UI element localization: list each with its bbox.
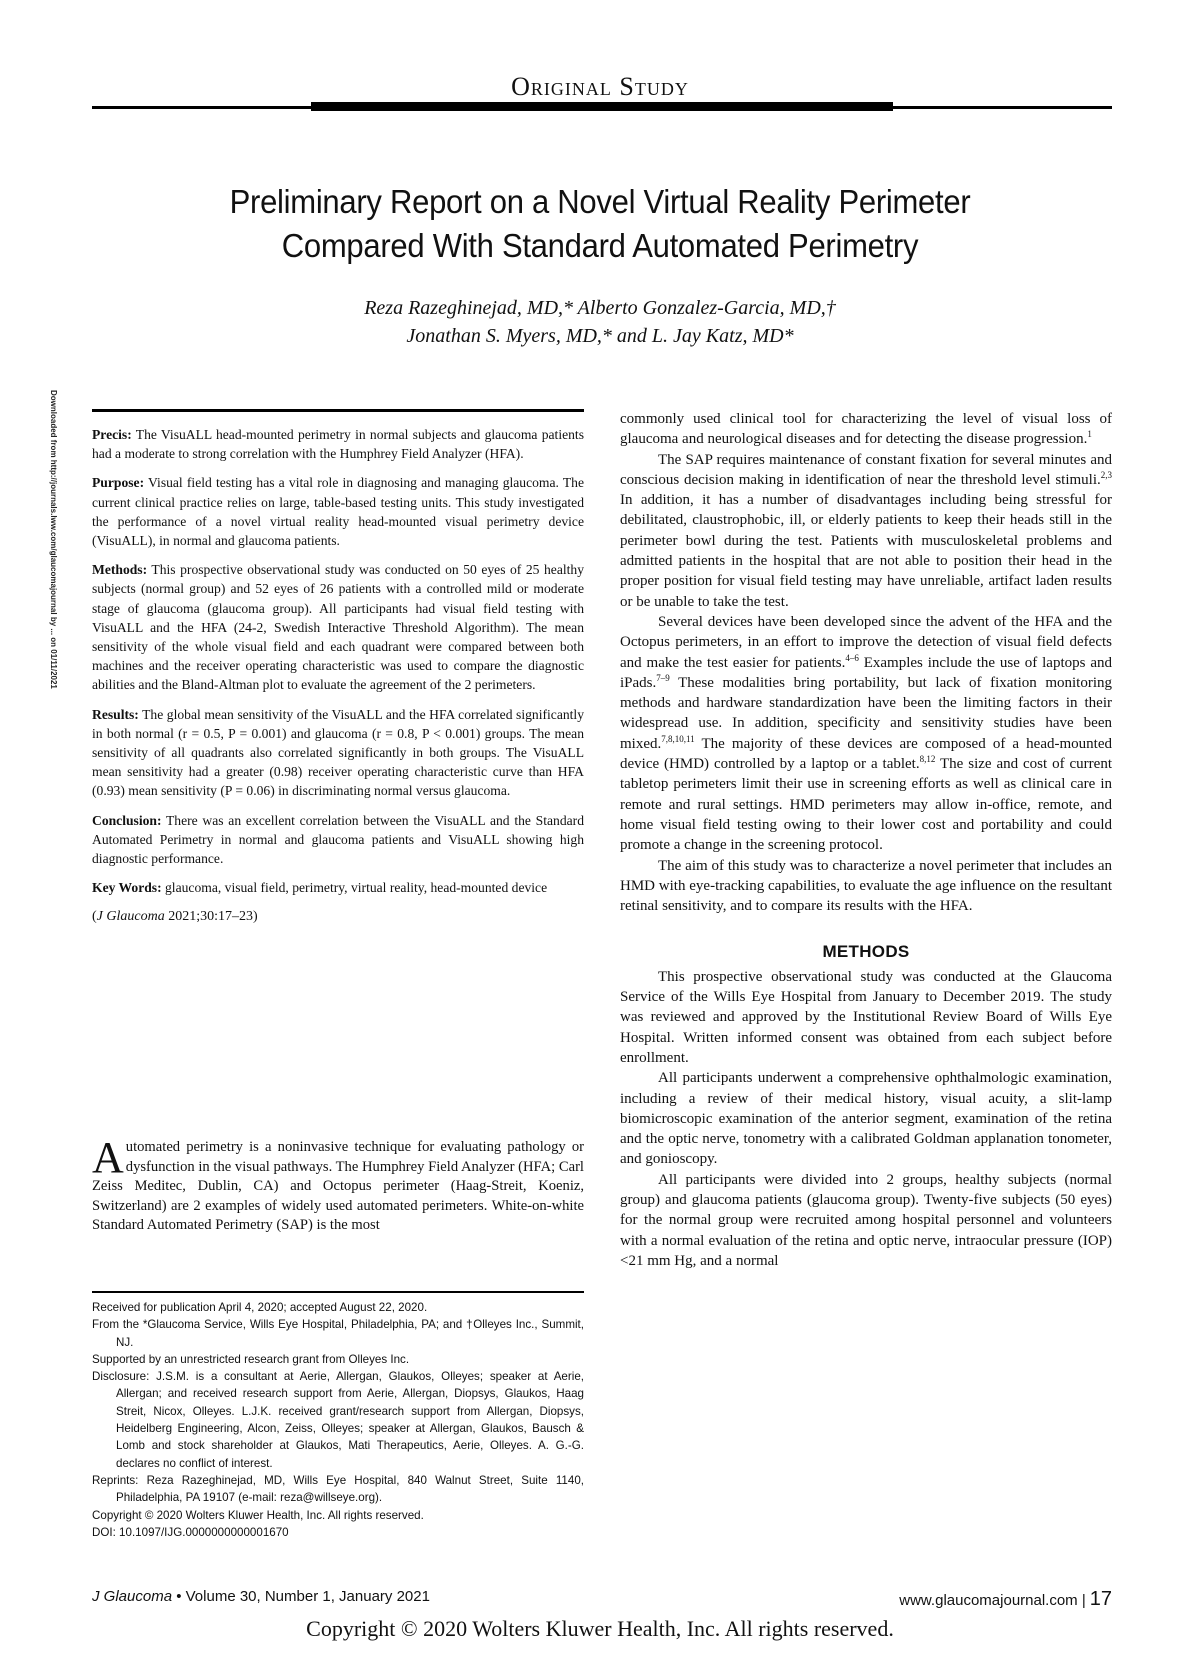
intro-paragraph: Automated perimetry is a noninvasive technique for evaluating pathology or dysfunction in the visual pathways. The Humphrey Field Analyzer (HFA; Carl Zeiss Meditec, Dublin, CA) and Octopus perimeter (Haag-Streit, Koeniz, Switzerland) are 2 examples of widely used automated perimeters. White-on-white Standard Automated Perimetry (SAP) is the most bbox=[92, 1133, 584, 1233]
footnote-funding: Supported by an unrestricted research grant from Olleyes Inc. bbox=[92, 1352, 410, 1366]
section-label: Original Study bbox=[511, 72, 689, 101]
abstract-purpose: Purpose: Visual field testing has a vital role in diagnosing and managing glaucoma. The current clinical practice relies on large, table-based testing units. This study investigated the performance of a novel virtual reality head-mounted visual perimetry device (VisuALL), in normal and glaucoma patients. bbox=[92, 475, 584, 549]
reference-superscript[interactable]: 7,8,10,11 bbox=[661, 733, 695, 744]
article-title bbox=[36, 180, 1164, 268]
footnote-copyright: Copyright © 2020 Wolters Kluwer Health, Inc. All rights reserved. bbox=[92, 1508, 424, 1522]
journal-citation: (J Glaucoma 2021;30:17–23) bbox=[92, 909, 258, 925]
methods-heading: METHODS bbox=[822, 942, 910, 962]
footnote-disclosure: Disclosure: J.S.M. is a consultant at Aerie, Allergan, Glaukos, Olleyes; speaker at Aerie, Allergan; and received research support from Aerie, Allergan, Diopsys, Glaukos, Haag Streit, Nicox, Olleyes. L.J.K. received grant/research support from Allergan, Diopsys, Heidelberg Engineering, Alcon, Zeiss, Olleyes; speaker at Allergan, Glaukos, Bausch & Lomb and stock shareholder at Glaukos, Mati Therapeutics, Aerie, Olleyes. A. G.-G. declares no conflict of interest. bbox=[92, 1370, 584, 1470]
abstract-keywords: Key Words: glaucoma, visual field, perimetry, virtual reality, head-mounted device bbox=[92, 880, 548, 896]
header-rule-thick bbox=[311, 102, 893, 111]
footnote-received: Received for publication April 4, 2020; accepted August 22, 2020. bbox=[92, 1301, 428, 1314]
introduction bbox=[92, 1133, 584, 1236]
author-list bbox=[0, 294, 1200, 350]
abstract-conclusion: Conclusion: There was an excellent correlation between the VisuALL and the Standard Automated Perimetry in normal and glaucoma patients and VisuALL showing high diagnostic performance. bbox=[92, 812, 584, 867]
footnotes bbox=[92, 1299, 584, 1541]
body-paragraph-1: commonly used clinical tool for characterizing the level of visual loss of glaucoma and neurological diseases and for detecting the disease progression.$^1$ bbox=[620, 411, 1112, 448]
body-paragraph-3: Several devices have been developed since the advent of the HFA and the Octopus perimeters, in an effort to improve the detection of visual field defects and make the test easier for patients.$^{4-6}$ Examples include the use of laptops and iPads.$^{7-9}$ These modalities bring portability, but lack of fixation monitoring methods and hardware standardization have been the limiting factors in their widespread use. In addition, specificity and sensitivity studies have been mixed.$^{7,8,10,11}$ The majority of these devices are composed of a head-mounted device (HMD) controlled by a laptop or a tablet.$^{8,12}$ The size and cost of current tabletop perimeters limit their use in screening efforts as well as clinical care in remote and rural settings. HMD perimeters may allow in-office, remote, and home visual field testing owing to their lower cost and portability and could promote a change in the screening protocol. bbox=[620, 613, 1112, 854]
reference-superscript[interactable]: 2,3 bbox=[1100, 469, 1112, 480]
footnote-doi: DOI: 10.1097/IJG.0000000000001670 bbox=[92, 1525, 289, 1539]
reference-superscript[interactable]: 4–6 bbox=[845, 652, 859, 663]
title-line-1: Preliminary Report on a Novel Virtual Reality Perimeter bbox=[229, 183, 971, 220]
footnote-rule bbox=[92, 1291, 584, 1293]
drop-cap: A bbox=[92, 1133, 124, 1182]
body-paragraph-2: The SAP requires maintenance of constant fixation for several minutes and conscious decision making in identification of near the threshold level stimuli.$^{2,3}$ In addition, it has a number of disadvantages including being stressful for debilitated, claustrophobic, ill, or elderly patients to keep their heads still in the perimeter bowl during the test. Patients with musculoskeletal problems and admitted patients in the hospital that are not able to position their head in the proper position for visual field testing may have unreliable, artifact laden results or be unable to take the test. bbox=[620, 451, 1112, 610]
abstract-rule bbox=[92, 409, 584, 412]
title-line-2: Compared With Standard Automated Perimetry bbox=[281, 227, 919, 264]
methods-paragraph-1: This prospective observational study was conducted at the Glaucoma Service of the Wills Eye Hospital from January to December 2019. The study was reviewed and approved by the Institutional Review Board of Wills Eye Hospital. Written informed consent was obtained from each subject before enrollment. bbox=[620, 968, 1112, 1066]
abstract-results: Results: The global mean sensitivity of the VisuALL and the HFA correlated significantly in both normal (r = 0.5, P = 0.001) and glaucoma (r = 0.8, P < 0.001) groups. The mean sensitivity of all quadrants also correlated significantly in both groups. The VisuALL mean sensitivity had a greater (0.98) receiver operating characteristic curve than HFA (0.93) mean sensitivity (P = 0.06) in discriminating normal versus glaucoma. bbox=[92, 706, 584, 799]
footer-website bbox=[899, 1588, 1112, 1611]
methods-paragraph-3: All participants were divided into 2 groups, healthy subjects (normal group) and glaucoma patients (glaucoma group). Twenty-five subjects (50 eyes) for the normal group were recruited among hospital personnel and volunteers with a normal evaluation of the retina and optic nerve, intraocular pressure (IOP) <21 mm Hg, and a normal bbox=[620, 1171, 1112, 1269]
footnote-affiliations: From the *Glaucoma Service, Wills Eye Hospital, Philadelphia, PA; and †Olleyes Inc., Summit, NJ. bbox=[92, 1318, 584, 1349]
right-column-body bbox=[620, 409, 1112, 1271]
abstract-methods: Methods: This prospective observational study was conducted on 50 eyes of 25 healthy subjects (normal group) and 52 eyes of 26 patients with a controlled mild or moderate stage of glaucoma (glaucoma group). All participants had visual field testing with VisuALL and the HFA (24-2, Swedish Interactive Threshold Algorithm). The mean sensitivity of the whole visual field and each quadrant were compared between both machines and the receiver operating characteristic was used to compare the diagnostic abilities and the Bland-Altman plot to evaluate the agreement of the 2 perimeters. bbox=[92, 562, 584, 693]
methods-paragraph-2: All participants underwent a comprehensive ophthalmologic examination, including a review of their medical history, visual acuity, a slit-lamp biomicroscopic examination of the anterior segment, examination of the retina and the optic nerve, tonometry with a calibrated Goldman applanation tonometer, and gonioscopy. bbox=[620, 1070, 1112, 1168]
reference-superscript[interactable]: 1 bbox=[1087, 429, 1092, 440]
journal-website-link[interactable]: www.glaucomajournal.com | bbox=[899, 1592, 1086, 1609]
reference-superscript[interactable]: 7–9 bbox=[656, 672, 670, 683]
authors-line-2: Jonathan S. Myers, MD,* and L. Jay Katz, MD* bbox=[406, 325, 794, 347]
authors-line-1: Reza Razeghinejad, MD,* Alberto Gonzalez-Garcia, MD,† bbox=[364, 297, 836, 319]
body-paragraph-4: The aim of this study was to characterize a novel perimeter that includes an HMD with eye-tracking capabilities, to evaluate the age influence on the resultant retinal sensitivity, and to compare its results with the HFA. bbox=[620, 857, 1112, 915]
footnote-reprints: Reprints: Reza Razeghinejad, MD, Wills Eye Hospital, 840 Walnut Street, Suite 1140, Philadelphia, PA 19107 (e-mail: reza@willseye.org). bbox=[92, 1473, 584, 1505]
abstract bbox=[92, 425, 584, 937]
copyright-notice: Copyright © 2020 Wolters Kluwer Health, Inc. All rights reserved. bbox=[306, 1616, 894, 1641]
reference-superscript[interactable]: 8,12 bbox=[919, 754, 936, 765]
abstract-precis: Precis: The VisuALL head-mounted perimetry in normal subjects and glaucoma patients had a moderate to strong correlation with the Humphrey Field Analyzer (HFA). bbox=[92, 427, 584, 462]
footer-journal-info: J Glaucoma • Volume 30, Number 1, January 2021 bbox=[92, 1588, 430, 1605]
download-watermark: Downloaded from http://journals.lww.com/glaucomajournal by ... on 01/11/2021 bbox=[49, 390, 58, 689]
page-number: 17 bbox=[1089, 1588, 1112, 1610]
